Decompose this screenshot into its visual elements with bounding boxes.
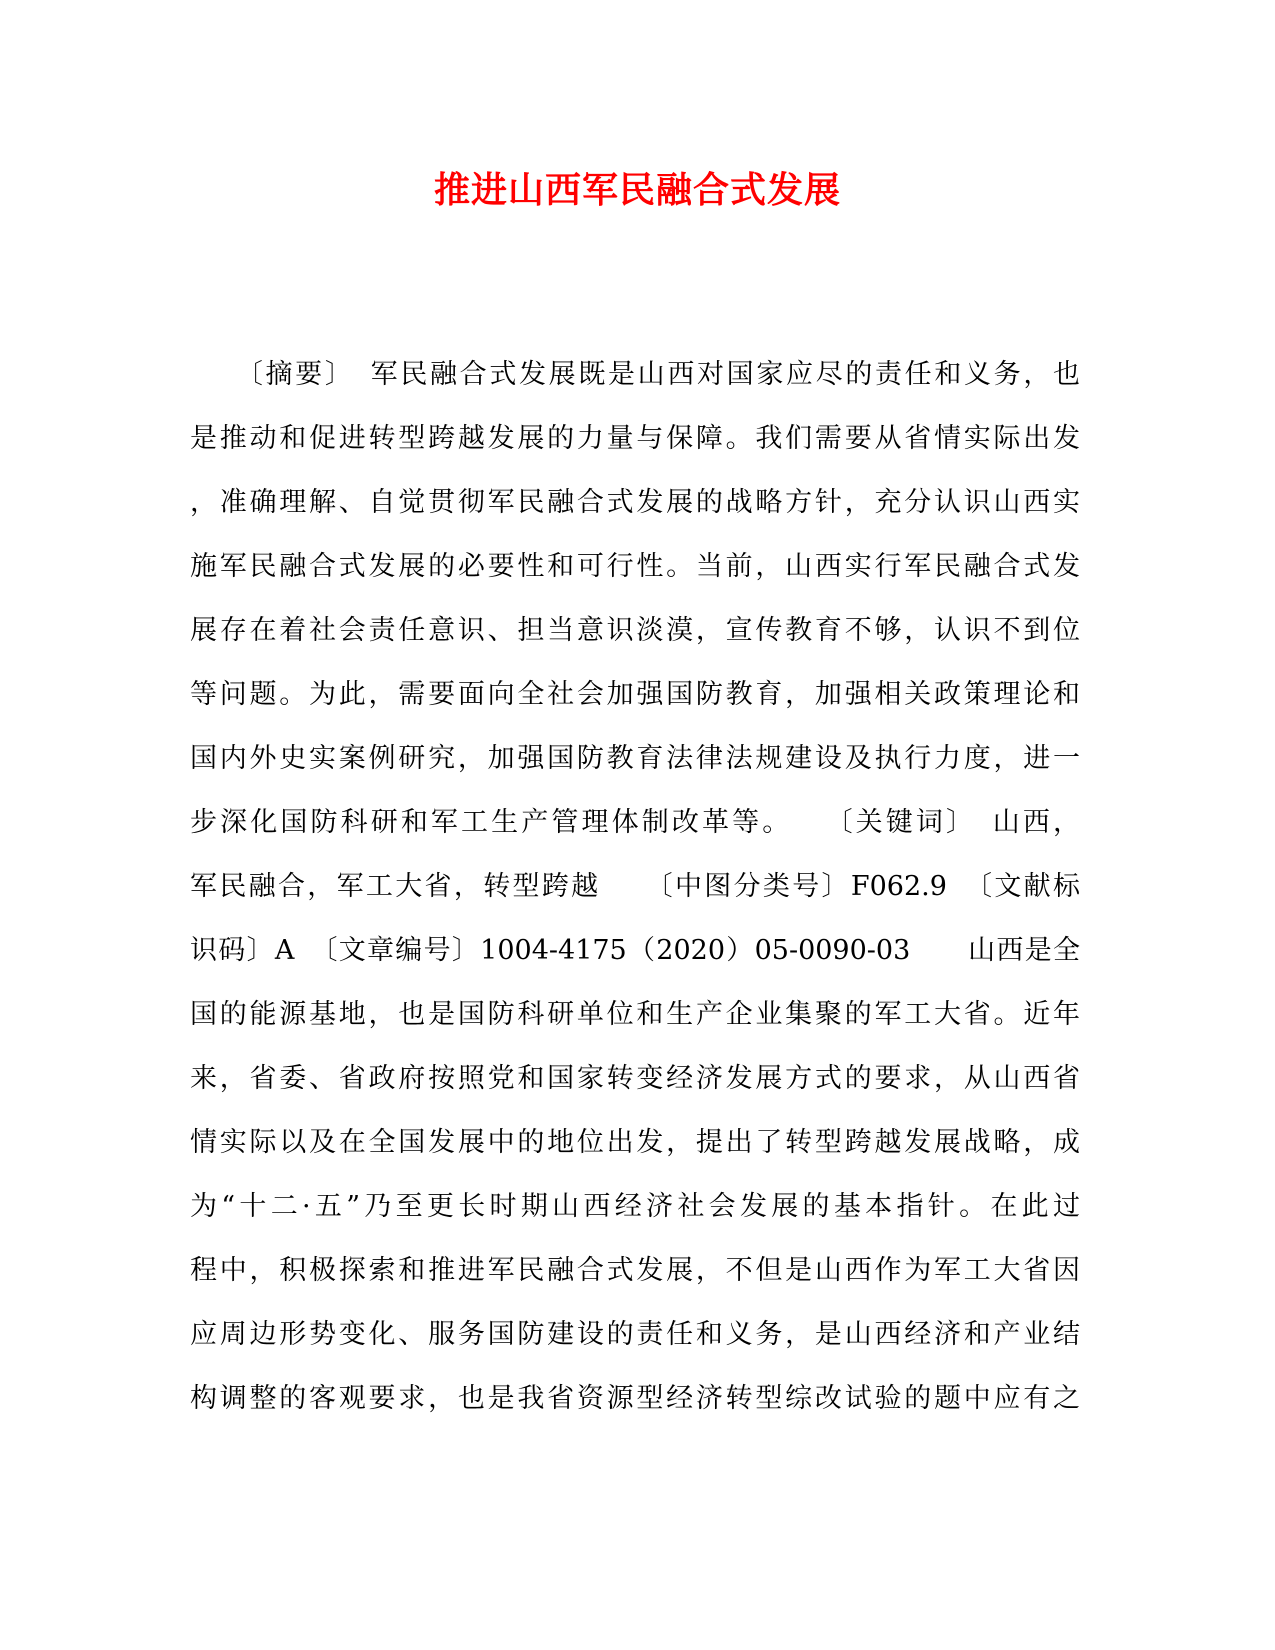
body-line: 步深化国防科研和军工生产管理体制改革等。 〔关键词〕 山西，: [190, 807, 1080, 838]
body-line: 国内外史实案例研究，加强国防教育法律法规建设及执行力度，进一: [190, 743, 1080, 774]
body-line: 国的能源基地，也是国防科研单位和生产企业集聚的军工大省。近年: [190, 999, 1080, 1030]
body-line: ，准确理解、自觉贯彻军民融合式发展的战略方针，充分认识山西实: [190, 487, 1080, 518]
body-line: 等问题。为此，需要面向全社会加强国防教育，加强相关政策理论和: [190, 679, 1080, 710]
body-line: 为“十二·五”乃至更长时期山西经济社会发展的基本指针。在此过: [190, 1191, 1080, 1222]
body-line: 施军民融合式发展的必要性和可行性。当前，山西实行军民融合式发: [190, 551, 1080, 582]
body-line: 展存在着社会责任意识、担当意识淡漠，宣传教育不够，认识不到位: [190, 615, 1080, 646]
body-line: 军民融合，军工大省，转型跨越 〔中图分类号〕F062.9 〔文献标: [190, 871, 1080, 902]
body-line: 〔摘要〕 军民融合式发展既是山西对国家应尽的责任和义务，也: [190, 359, 1080, 390]
body-line: 构调整的客观要求，也是我省资源型经济转型综改试验的题中应有之: [190, 1383, 1080, 1414]
body-line: 应周边形势变化、服务国防建设的责任和义务，是山西经济和产业结: [190, 1319, 1080, 1350]
body-line: 来，省委、省政府按照党和国家转变经济发展方式的要求，从山西省: [190, 1063, 1080, 1094]
document-body: [190, 343, 1080, 1431]
body-line: 程中，积极探索和推进军民融合式发展，不但是山西作为军工大省因: [190, 1255, 1080, 1286]
body-line: 是推动和促进转型跨越发展的力量与保障。我们需要从省情实际出发: [190, 423, 1080, 454]
body-line: 识码〕A 〔文章编号〕1004-4175（2020）05-0090-03 山西是全: [190, 935, 1080, 966]
document-title: 推进山西军民融合式发展: [433, 169, 841, 211]
body-line: 情实际以及在全国发展中的地位出发，提出了转型跨越发展战略，成: [190, 1127, 1080, 1158]
